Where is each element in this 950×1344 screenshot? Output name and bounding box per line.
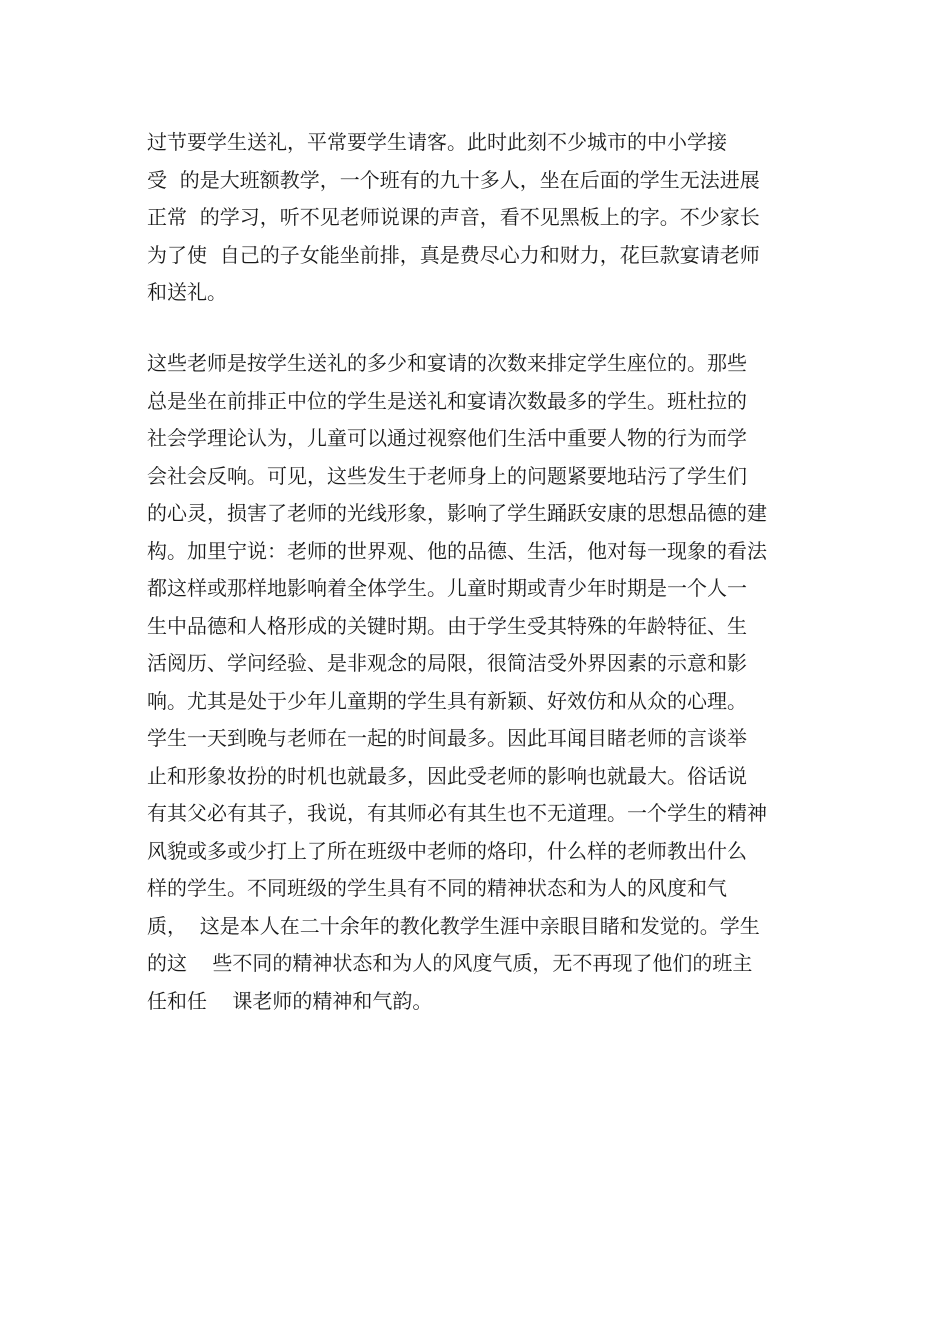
text-line: 正常 的学习，听不见老师说课的声音，看不见黑板上的字。不少家长: [147, 205, 760, 229]
text-line: 总是坐在前排正中位的学生是送礼和宴请次数最多的学生。班杜拉的: [147, 388, 747, 413]
text-line: 质， 这是本人在二十余年的教化教学生涯中亲眼目睹和发觉的。学生: [147, 913, 760, 938]
text-line: 这些老师是按学生送礼的多少和宴请的次数来排定学生座位的。那些: [147, 351, 747, 375]
text-line: 活阅历、学问经验、是非观念的局限，很简洁受外界因素的示意和影: [147, 651, 747, 675]
text-line: 会社会反响。可见，这些发生于老师身上的问题紧要地玷污了学生们: [147, 463, 747, 488]
text-line: 学生一天到晚与老师在一起的时间最多。因此耳闻目睹老师的言谈举: [147, 726, 747, 750]
text-line: 止和形象妆扮的时机也就最多，因此受老师的影响也就最大。俗话说: [147, 763, 747, 788]
text-line: 任和任 课老师的精神和气韵。: [147, 988, 433, 1013]
text-line: 响。尤其是处于少年儿童期的学生具有新颖、好效仿和从众的心理。: [147, 688, 747, 713]
text-line: 为了使 自己的子女能坐前排，真是费尽心力和财力，花巨款宴请老师: [147, 242, 760, 267]
paragraph-1: [147, 124, 827, 312]
text-line: 都这样或那样地影响着全体学生。儿童时期或青少年时期是一个人一: [147, 576, 747, 600]
text-line: 构。加里宁说：老师的世界观、他的品德、生活，他对每一现象的看法: [147, 538, 767, 563]
text-line: 风貌或多或少打上了所在班级中老师的烙印，什么样的老师教出什么: [147, 838, 747, 863]
text-line: 受 的是大班额教学，一个班有的九十多人，坐在后面的学生无法进展: [147, 167, 760, 192]
text-line: 的这 些不同的精神状态和为人的风度气质，无不再现了他们的班主: [147, 951, 753, 975]
paragraph-2: [147, 345, 827, 1020]
text-line: 的心灵，损害了老师的光线形象，影响了学生踊跃安康的思想品德的建: [147, 501, 767, 525]
text-line: 有其父必有其子，我说，有其师必有其生也不无道理。一个学生的精神: [147, 801, 767, 825]
text-line: 样的学生。不同班级的学生具有不同的精神状态和为人的风度和气: [147, 876, 727, 900]
text-line: 和送礼。: [147, 280, 227, 304]
text-line: 社会学理论认为，儿童可以通过视察他们生活中重要人物的行为而学: [147, 426, 747, 450]
text-line: 过节要学生送礼，平常要学生请客。此时此刻不少城市的中小学接: [147, 130, 727, 154]
text-line: 生中品德和人格形成的关键时期。由于学生受其特殊的年龄特征、生: [147, 613, 747, 638]
